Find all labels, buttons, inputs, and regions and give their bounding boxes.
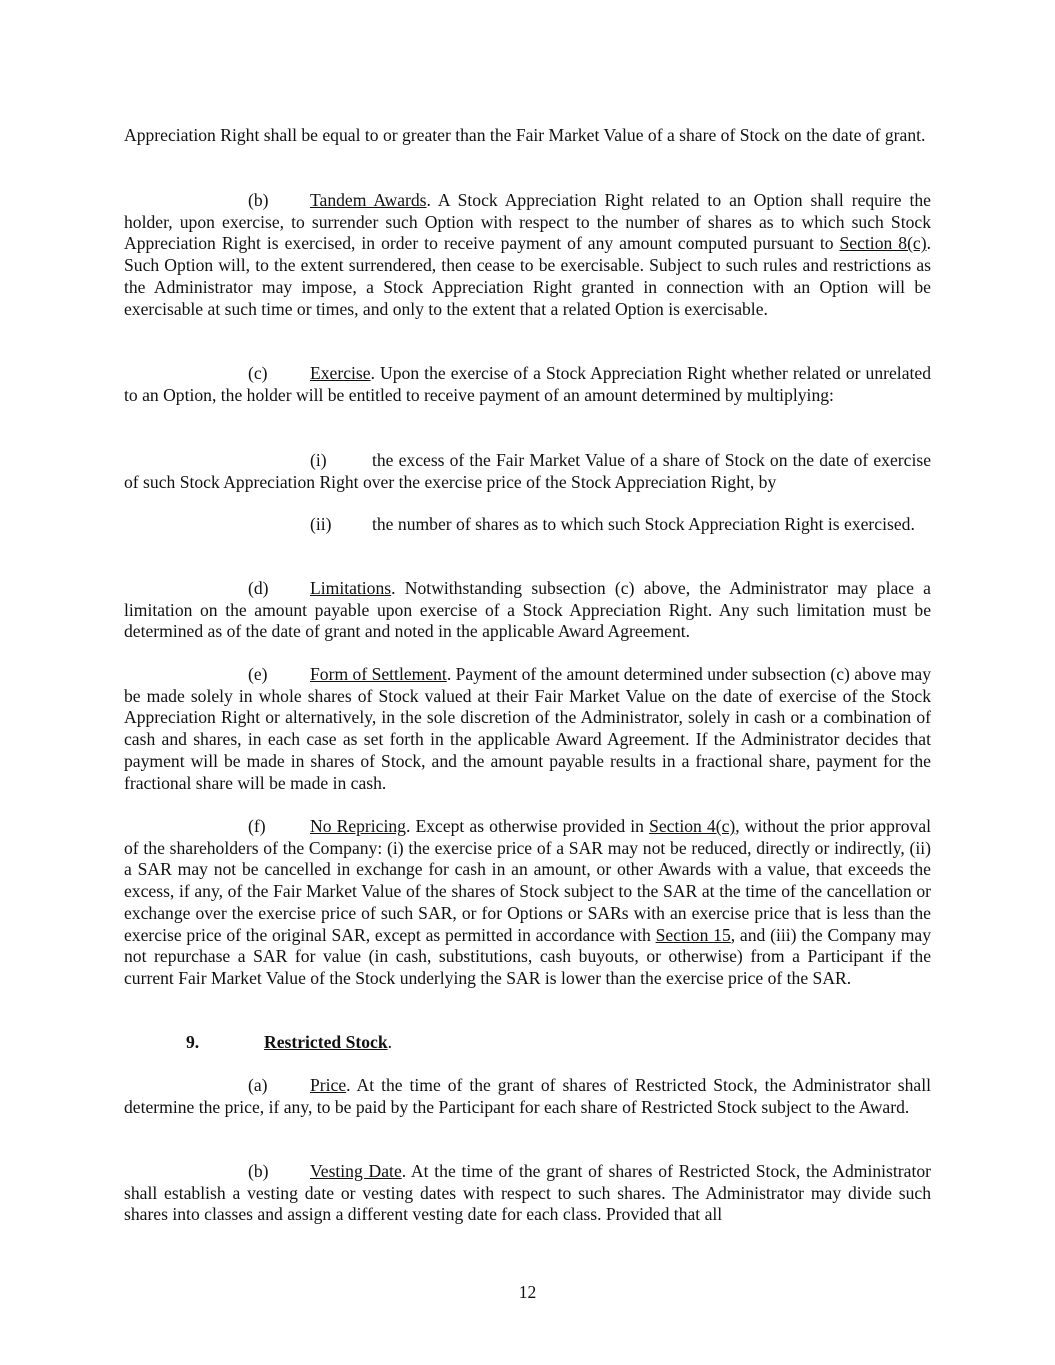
page-number: 12 bbox=[518, 1282, 537, 1302]
paragraph-8f: (f) No Repricing. Except as otherwise provided in Section 4(c), without the prior approval of the shareholders of the Company: (i) the exercise price of a SAR may not be reduced, directly or indirectly, (ii) a SAR may not be cancelled in exchange for cash in an amount, or other Awards with a value, that exceeds the excess, if any, of the Fair Market Value of the shares of Stock subject to the SAR at the time of the cancellation or exchange over the exercise price of such SAR, or for Options or SARs with an exercise price that is less than the exercise price of the original SAR, except as permitted in accordance with Section 15, and (iii) the Company may not repurchase a SAR for value (in cash, substitutions, cash buyouts, or otherwise) from a Participant if the current Fair Market Value of the Stock underlying the SAR is lower than the exercise price of the SAR. bbox=[124, 816, 932, 988]
cross-reference: Section 15 bbox=[655, 924, 731, 945]
clause-title: No Repricing bbox=[310, 816, 406, 836]
section-number: 9. bbox=[186, 1032, 200, 1052]
clause-title: Tandem Awards bbox=[310, 190, 427, 210]
clause-label: (c) bbox=[248, 363, 268, 383]
paragraph-8c-i: (i) the excess of the Fair Market Value of a share of Stock on the date of exercise of such Stock Appreciation Right over the exercise price of the Stock Appreciation Right, by bbox=[124, 450, 931, 492]
clause-label: (b) bbox=[248, 1161, 269, 1181]
clause-label: (i) bbox=[310, 450, 327, 470]
paragraph-8b: (b) Tandem Awards. A Stock Appreciation Right related to an Option shall require the holder, upon exercise, to surrender such Option with respect to the number of shares as to which such Stock Appreciation Right is exercised, in order to receive payment of any amount computed pursuant to Section 8(c). Such Option will, to the extent surrendered, then cease to be exercisable. Subject to such rules and restrictions as the Administrator may impose, a Stock Appreciation Right granted in connection with an Option will be exercisable at such time or times, and only to the extent that a related Option is exercisable. bbox=[124, 190, 931, 319]
clause-title: Price bbox=[310, 1075, 347, 1095]
paragraph-8c: (c) Exercise. Upon the exercise of a Stock Appreciation Right whether related or unrelated to an Option, the holder will be entitled to receive payment of an amount determined by multiplying: bbox=[124, 363, 931, 405]
clause-label: (a) bbox=[248, 1075, 268, 1095]
paragraph-8d: (d) Limitations. Notwithstanding subsection (c) above, the Administrator may place a limitation on the amount payable upon exercise of a Stock Appreciation Right. Any such limitation must be determined as of the date of grant and noted in the applicable Award Agreement. bbox=[124, 578, 931, 642]
clause-label: (e) bbox=[248, 664, 268, 684]
cross-reference: Section 8(c) bbox=[839, 233, 927, 254]
paragraph-9a: (a) Price. At the time of the grant of shares of Restricted Stock, the Administrator shall determine the price, if any, to be paid by the Participant for each share of Restricted Stock subject to the Award. bbox=[124, 1075, 931, 1117]
clause-title: Form of Settlement bbox=[310, 664, 447, 684]
cross-reference: Section 4(c) bbox=[649, 816, 736, 836]
paragraph-9b: (b) Vesting Date. At the time of the grant of shares of Restricted Stock, the Administrator shall establish a vesting date or vesting dates with respect to such shares. The Administrator may divide such shares into classes and assign a different vesting date for each class. Provided that all bbox=[124, 1161, 931, 1225]
paragraph-8c-ii: (ii) the number of shares as to which such Stock Appreciation Right is exercised. bbox=[310, 514, 915, 534]
section-title: Restricted Stock bbox=[264, 1032, 388, 1052]
clause-title: Limitations bbox=[310, 578, 392, 598]
clause-label: (b) bbox=[248, 190, 269, 210]
section-heading: Restricted Stock. bbox=[264, 1032, 393, 1052]
clause-title: Vesting Date bbox=[310, 1161, 402, 1181]
clause-label: (d) bbox=[248, 578, 269, 598]
paragraph-8e: (e) Form of Settlement. Payment of the amount determined under subsection (c) above may be made solely in whole shares of Stock valued at their Fair Market Value on the date of exercise of the Stock Appreciation Right or alternatively, in the sole discretion of the Administrator, solely in cash or a combination of cash and shares, in each case as set forth in the applicable Award Agreement. If the Administrator decides that payment will be made in shares of Stock, and the amount payable results in a fractional share, payment for the fractional share will be made in cash. bbox=[124, 664, 931, 793]
paragraph-continuation: Appreciation Right shall be equal to or greater than the Fair Market Value of a share of Stock on the date of grant. bbox=[124, 125, 926, 145]
clause-title: Exercise bbox=[310, 363, 371, 383]
clause-label: (ii) bbox=[310, 514, 332, 534]
clause-label: (f) bbox=[248, 816, 266, 836]
